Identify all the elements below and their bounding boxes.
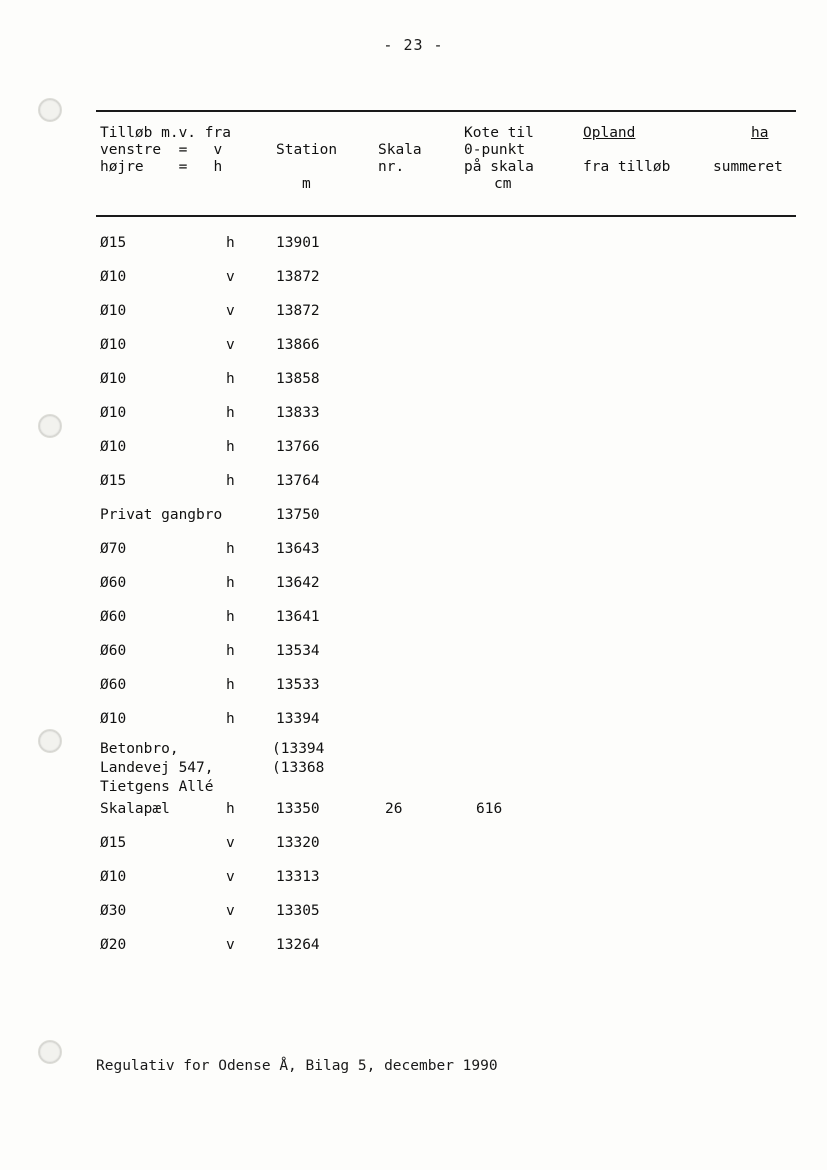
table-row [96, 465, 796, 499]
row-side: v [226, 269, 235, 285]
row-name: Ø10 [100, 337, 127, 353]
row-station: 13313 [276, 869, 320, 885]
row-name: Ø60 [100, 575, 127, 591]
row-skala: 26 [385, 801, 403, 817]
row-side: h [226, 473, 235, 489]
table-row [96, 431, 796, 465]
row-station: 13533 [276, 677, 320, 693]
row-station: 13264 [276, 937, 320, 953]
punch-hole [38, 98, 62, 122]
row-side: h [226, 439, 235, 455]
row-side: v [226, 337, 235, 353]
table-row [96, 793, 796, 827]
row-side: h [226, 541, 235, 557]
row-side: h [226, 801, 235, 817]
table-row [96, 895, 796, 929]
row-station: 13858 [276, 371, 320, 387]
row-station: 13641 [276, 609, 320, 625]
row-side: v [226, 903, 235, 919]
row-station: 13766 [276, 439, 320, 455]
row-name: Ø30 [100, 903, 127, 919]
row-station: 13872 [276, 269, 320, 285]
row-name: Privat gangbro [100, 507, 223, 523]
row-name: Ø15 [100, 835, 127, 851]
row-name: Ø15 [100, 235, 127, 251]
row-side: h [226, 235, 235, 251]
table-row [96, 295, 796, 329]
punch-hole [38, 729, 62, 753]
data-table [96, 110, 796, 963]
header-station: Station [276, 142, 338, 158]
table-row [96, 567, 796, 601]
row-name: Ø20 [100, 937, 127, 953]
row-name: Ø15 [100, 473, 127, 489]
row-name: Ø10 [100, 869, 127, 885]
header-kote-line3: på skala [464, 159, 534, 175]
table-row [96, 601, 796, 635]
table-row [96, 635, 796, 669]
row-side: v [226, 303, 235, 319]
table-row [96, 703, 796, 737]
row-side: h [226, 371, 235, 387]
table-row [96, 227, 796, 261]
row-station: 13866 [276, 337, 320, 353]
table-body [96, 217, 796, 963]
row-name-multiline: Betonbro, Landevej 547, Tietgens Allé [100, 741, 214, 795]
row-station: 13764 [276, 473, 320, 489]
row-side: v [226, 869, 235, 885]
header-summeret: summeret [713, 159, 783, 175]
header-fra-tilloeb: fra tilløb [583, 159, 671, 175]
header-station-unit: m [302, 176, 311, 192]
row-name: Ø60 [100, 643, 127, 659]
row-side: h [226, 677, 235, 693]
table-row [96, 499, 796, 533]
row-side: h [226, 575, 235, 591]
row-station: 13305 [276, 903, 320, 919]
row-name: Ø60 [100, 677, 127, 693]
row-side: v [226, 835, 235, 851]
table-row [96, 329, 796, 363]
header-opland: Opland [583, 125, 636, 141]
row-name: Ø10 [100, 303, 127, 319]
row-name: Ø10 [100, 711, 127, 727]
table-row-bridge [96, 737, 796, 793]
footer-note: Regulativ for Odense Å, Bilag 5, december 1990 [96, 1058, 498, 1074]
header-kote-line2: 0-punkt [464, 142, 526, 158]
row-name: Ø10 [100, 371, 127, 387]
header-kote-line1: Kote til [464, 125, 534, 141]
row-station: 13534 [276, 643, 320, 659]
row-name: Skalapæl [100, 801, 170, 817]
table-row [96, 929, 796, 963]
page-number: - 23 - [383, 36, 444, 54]
table-row [96, 363, 796, 397]
table-row [96, 533, 796, 567]
header-skala: Skala [378, 142, 422, 158]
header-tilloeb-line2: venstre = v [100, 142, 223, 158]
table-row [96, 827, 796, 861]
row-name: Ø10 [100, 405, 127, 421]
header-kote-unit: cm [494, 176, 512, 192]
row-name: Ø10 [100, 439, 127, 455]
row-side: h [226, 711, 235, 727]
row-station: 13750 [276, 507, 320, 523]
table-row [96, 261, 796, 295]
row-kote: 616 [476, 801, 503, 817]
punch-hole [38, 414, 62, 438]
punch-hole [38, 1040, 62, 1064]
row-station: 13642 [276, 575, 320, 591]
row-side: h [226, 643, 235, 659]
row-name: Ø10 [100, 269, 127, 285]
row-name: Ø60 [100, 609, 127, 625]
row-station: 13901 [276, 235, 320, 251]
header-ha: ha [751, 125, 769, 141]
table-row [96, 861, 796, 895]
row-side: v [226, 937, 235, 953]
row-station: 13320 [276, 835, 320, 851]
row-name: Ø70 [100, 541, 127, 557]
header-skala-unit: nr. [378, 159, 405, 175]
row-station-multiline: (13394 (13368 [272, 741, 325, 776]
row-station: 13350 [276, 801, 320, 817]
row-station: 13833 [276, 405, 320, 421]
row-station: 13394 [276, 711, 320, 727]
row-side: h [226, 609, 235, 625]
table-header [96, 112, 796, 215]
row-side: h [226, 405, 235, 421]
header-tilloeb-line3: højre = h [100, 159, 223, 175]
table-row [96, 669, 796, 703]
row-station: 13872 [276, 303, 320, 319]
header-tilloeb-line1: Tilløb m.v. fra [100, 125, 231, 141]
row-station: 13643 [276, 541, 320, 557]
table-row [96, 397, 796, 431]
